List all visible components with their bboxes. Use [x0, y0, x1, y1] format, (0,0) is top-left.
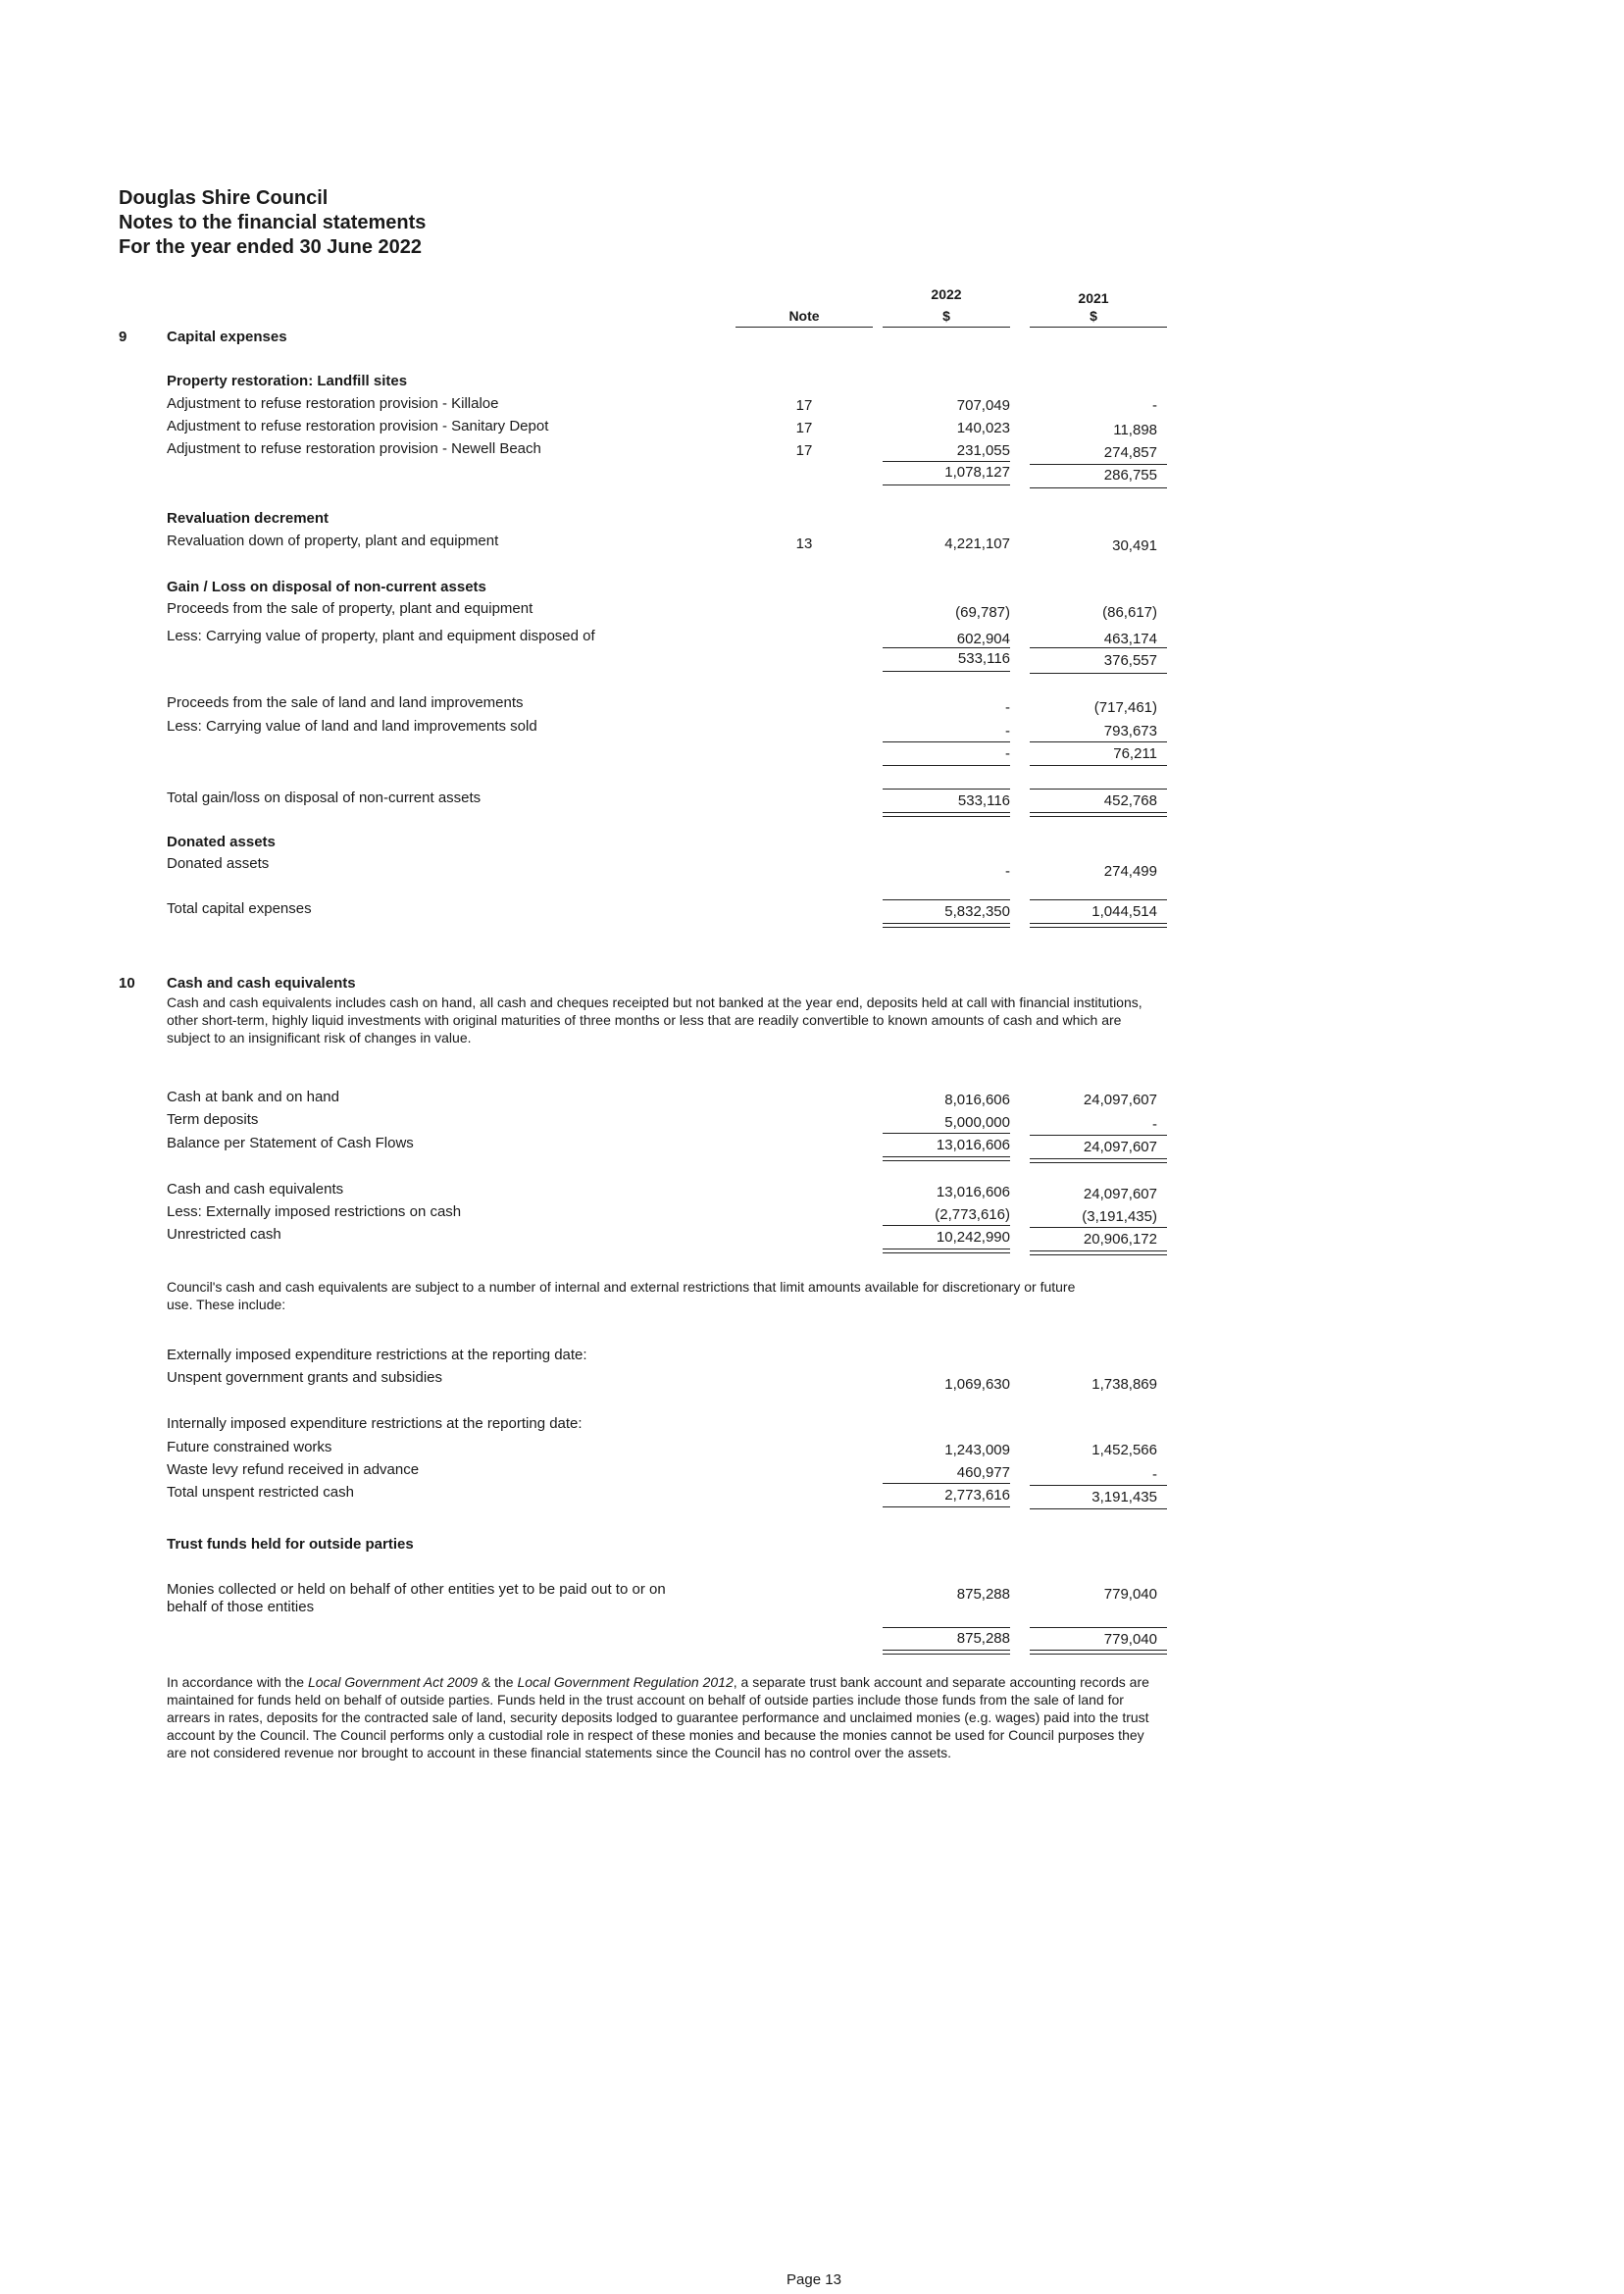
- disposal-land-label: Less: Carrying value of land and land improvements sold: [167, 718, 537, 735]
- col-2021-unit: $: [1090, 308, 1097, 324]
- restoration-heading: Property restoration: Landfill sites: [167, 373, 408, 389]
- trust-row-2021: 779,040: [1103, 1586, 1157, 1603]
- act-name: Local Government Act 2009: [307, 1674, 479, 1690]
- page-number: Page 13: [787, 2271, 841, 2288]
- disposal-heading: Gain / Loss on disposal of non-current assets: [167, 579, 486, 595]
- subtotal-rule: [1030, 899, 1167, 900]
- disposal-land-2021: 793,673: [1103, 723, 1157, 739]
- revaluation-label: Revaluation down of property, plant and equipment: [167, 533, 499, 549]
- trust-paragraph-text: In accordance with the: [167, 1674, 308, 1690]
- internal-row-2021: -: [1152, 1466, 1157, 1483]
- restriction-row-2022: 13,016,606: [936, 1184, 1010, 1200]
- subtotal-rule: [883, 741, 1010, 742]
- disposal-total-2022: 533,116: [957, 792, 1010, 809]
- capital-total-2021: 1,044,514: [1091, 903, 1157, 920]
- trust-paragraph: [167, 1673, 1167, 1761]
- col-note-rule: [736, 327, 873, 328]
- subtotal-rule: [883, 1133, 1010, 1134]
- internal-row-2021: 1,452,566: [1091, 1442, 1157, 1458]
- internal-row-2022: 1,243,009: [944, 1442, 1010, 1458]
- total-rule: [1030, 487, 1167, 488]
- disposal-ppe-label: Less: Carrying value of property, plant and equipment disposed of: [167, 628, 595, 644]
- subtotal-rule: [1030, 1627, 1167, 1628]
- disposal-land-2021: (717,461): [1093, 699, 1157, 716]
- restriction-row-2022: (2,773,616): [935, 1206, 1010, 1223]
- col-2021-year: 2021: [1078, 290, 1109, 306]
- double-underline: [883, 1156, 1010, 1161]
- disposal-ppe-2021: (86,617): [1102, 604, 1157, 621]
- subtotal-rule: [1030, 1485, 1167, 1486]
- balance-total-2021: 24,097,607: [1083, 1139, 1157, 1155]
- balance-row-2022: 5,000,000: [944, 1114, 1010, 1131]
- reporting-period: For the year ended 30 June 2022: [119, 236, 423, 258]
- disposal-land-2022: -: [1005, 699, 1010, 716]
- trust-row-label-line2: behalf of those entities: [167, 1599, 315, 1615]
- double-underline: [883, 923, 1010, 928]
- internal-row-2022: 460,977: [956, 1464, 1010, 1481]
- balance-total-2022: 13,016,606: [936, 1137, 1010, 1153]
- revaluation-heading: Revaluation decrement: [167, 510, 330, 527]
- restoration-row-2022: 140,023: [956, 420, 1010, 436]
- double-underline: [1030, 923, 1167, 928]
- trust-row-2022: 875,288: [956, 1586, 1010, 1603]
- total-rule: [883, 765, 1010, 766]
- restoration-total-2022: 1,078,127: [944, 464, 1010, 481]
- total-rule: [883, 484, 1010, 485]
- donated-heading: Donated assets: [167, 834, 276, 850]
- disposal-land-total-2022: -: [1005, 745, 1010, 762]
- revaluation-2022: 4,221,107: [944, 535, 1010, 552]
- double-underline: [1030, 812, 1167, 817]
- document-title: Notes to the financial statements: [119, 212, 427, 233]
- subtotal-rule: [1030, 1135, 1167, 1136]
- revaluation-2021: 30,491: [1112, 537, 1157, 554]
- note9-number: 9: [119, 329, 127, 345]
- external-row-2021: 1,738,869: [1091, 1376, 1157, 1393]
- trust-total-2022: 875,288: [956, 1630, 1010, 1647]
- note10-intro: Cash and cash equivalents includes cash on hand, all cash and cheques receipted but not banked at the year end, deposits held at call with financial institutions, other short-term, highly liquid investments with original maturities of three months or less that are readily convertible to known amounts of cash and which are subject to an insignificant risk of changes in value.: [167, 994, 1142, 1045]
- restoration-row-2021: 11,898: [1113, 422, 1157, 438]
- disposal-total-label: Total gain/loss on disposal of non-current assets: [167, 790, 482, 806]
- col-note: Note: [788, 308, 820, 324]
- restriction-row-2021: 24,097,607: [1083, 1186, 1157, 1202]
- restoration-total-2021: 286,755: [1103, 467, 1157, 484]
- trust-paragraph-text: & the: [478, 1674, 518, 1690]
- donated-2022: -: [1005, 863, 1010, 880]
- restoration-row-note: 17: [795, 442, 813, 459]
- restoration-row-note: 17: [795, 397, 813, 414]
- subtotal-rule: [1030, 1227, 1167, 1228]
- balance-row-2021: 24,097,607: [1083, 1092, 1157, 1108]
- col-2022-year: 2022: [931, 286, 962, 302]
- restoration-row-2022: 707,049: [956, 397, 1010, 414]
- note10-number: 10: [119, 975, 135, 992]
- restricted-total-2022: 2,773,616: [944, 1487, 1010, 1504]
- subtotal-rule: [883, 789, 1010, 790]
- col-2021-rule: [1030, 327, 1167, 328]
- total-rule: [1030, 673, 1167, 674]
- restoration-row-note: 17: [795, 420, 813, 436]
- revaluation-note: 13: [795, 535, 813, 552]
- restriction-row-2021: (3,191,435): [1082, 1208, 1157, 1225]
- balance-total-label: Balance per Statement of Cash Flows: [167, 1135, 414, 1151]
- col-2022-unit: $: [942, 308, 950, 324]
- total-rule: [1030, 765, 1167, 766]
- external-heading: Externally imposed expenditure restrictions at the reporting date:: [167, 1347, 587, 1363]
- subtotal-rule: [883, 1483, 1010, 1484]
- donated-2021: 274,499: [1103, 863, 1157, 880]
- subtotal-rule: [1030, 647, 1167, 648]
- total-rule: [883, 1506, 1010, 1507]
- subtotal-rule: [883, 1225, 1010, 1226]
- restoration-row-label: Adjustment to refuse restoration provision - Newell Beach: [167, 440, 541, 457]
- restoration-row-2022: 231,055: [956, 442, 1010, 459]
- trust-paragraph-text: , a separate trust bank account and separate accounting records are maintained for funds held on behalf of outside parties. Funds held in the trust account on behalf of outside parties include those funds from the sale of land for arrears in rates, deposits for the contracted sale of land, security deposits lodged to guarantee performance and unclaimed monies (e.g. wages) paid into the trust account by the Council. The Council performs only a custodial role in respect of these monies and because the monies cannot be used for Council purposes they are not considered revenue nor brought to account in these financial statements since the Council has no control over the assets.: [167, 1674, 1149, 1760]
- disposal-ppe-2021: 463,174: [1103, 631, 1157, 647]
- unrestricted-label: Unrestricted cash: [167, 1226, 281, 1243]
- subtotal-rule: [883, 1627, 1010, 1628]
- entity-name: Douglas Shire Council: [119, 187, 329, 209]
- capital-total-label: Total capital expenses: [167, 900, 312, 917]
- double-underline: [883, 1650, 1010, 1655]
- total-rule: [883, 671, 1010, 672]
- external-row-label: Unspent government grants and subsidies: [167, 1369, 443, 1386]
- subtotal-rule: [883, 461, 1010, 462]
- total-rule: [1030, 1508, 1167, 1509]
- double-underline: [883, 1249, 1010, 1253]
- disposal-land-total-2021: 76,211: [1113, 745, 1157, 762]
- double-underline: [1030, 1158, 1167, 1163]
- internal-heading: Internally imposed expenditure restrictions at the reporting date:: [167, 1415, 583, 1432]
- double-underline: [883, 812, 1010, 817]
- disposal-total-2021: 452,768: [1103, 792, 1157, 809]
- trust-total-2021: 779,040: [1103, 1631, 1157, 1648]
- disposal-ppe-total-2021: 376,557: [1103, 652, 1157, 669]
- restriction-row-label: Less: Externally imposed restrictions on cash: [167, 1203, 462, 1220]
- double-underline: [1030, 1250, 1167, 1255]
- restricted-total-2021: 3,191,435: [1091, 1489, 1157, 1505]
- trust-row-label-line1: Monies collected or held on behalf of other entities yet to be paid out to or on: [167, 1581, 666, 1598]
- balance-row-label: Term deposits: [167, 1111, 259, 1128]
- subtotal-rule: [1030, 464, 1167, 465]
- note9-title: Capital expenses: [167, 329, 287, 345]
- balance-row-2022: 8,016,606: [944, 1092, 1010, 1108]
- disposal-ppe-2022: 602,904: [956, 631, 1010, 647]
- restrictions-intro: Council's cash and cash equivalents are subject to a number of internal and external restrictions that limit amounts available for discretionary or future use. These include:: [167, 1279, 1076, 1312]
- subtotal-rule: [1030, 789, 1167, 790]
- restoration-row-label: Adjustment to refuse restoration provision - Sanitary Depot: [167, 418, 549, 434]
- balance-row-label: Cash at bank and on hand: [167, 1089, 339, 1105]
- note10-title: Cash and cash equivalents: [167, 975, 356, 992]
- balance-row-2021: -: [1152, 1116, 1157, 1133]
- donated-label: Donated assets: [167, 855, 270, 872]
- disposal-ppe-label: Proceeds from the sale of property, plant and equipment: [167, 600, 533, 617]
- unrestricted-2022: 10,242,990: [936, 1229, 1010, 1246]
- restriction-row-label: Cash and cash equivalents: [167, 1181, 344, 1198]
- disposal-land-label: Proceeds from the sale of land and land improvements: [167, 694, 524, 711]
- internal-row-label: Waste levy refund received in advance: [167, 1461, 420, 1478]
- regulation-name: Local Government Regulation 2012: [517, 1674, 734, 1690]
- disposal-ppe-total-2022: 533,116: [957, 650, 1010, 667]
- subtotal-rule: [1030, 741, 1167, 742]
- restoration-row-label: Adjustment to refuse restoration provision - Killaloe: [167, 395, 499, 412]
- internal-row-label: Future constrained works: [167, 1439, 332, 1455]
- restricted-total-label: Total unspent restricted cash: [167, 1484, 354, 1501]
- unrestricted-2021: 20,906,172: [1083, 1231, 1157, 1248]
- external-row-2022: 1,069,630: [944, 1376, 1010, 1393]
- disposal-land-2022: -: [1005, 723, 1010, 739]
- double-underline: [1030, 1650, 1167, 1655]
- subtotal-rule: [883, 647, 1010, 648]
- subtotal-rule: [883, 899, 1010, 900]
- restoration-row-2021: 274,857: [1103, 444, 1157, 461]
- col-2022-rule: [883, 327, 1010, 328]
- capital-total-2022: 5,832,350: [944, 903, 1010, 920]
- restoration-row-2021: -: [1152, 397, 1157, 414]
- trust-heading: Trust funds held for outside parties: [167, 1536, 414, 1553]
- disposal-ppe-2022: (69,787): [955, 604, 1010, 621]
